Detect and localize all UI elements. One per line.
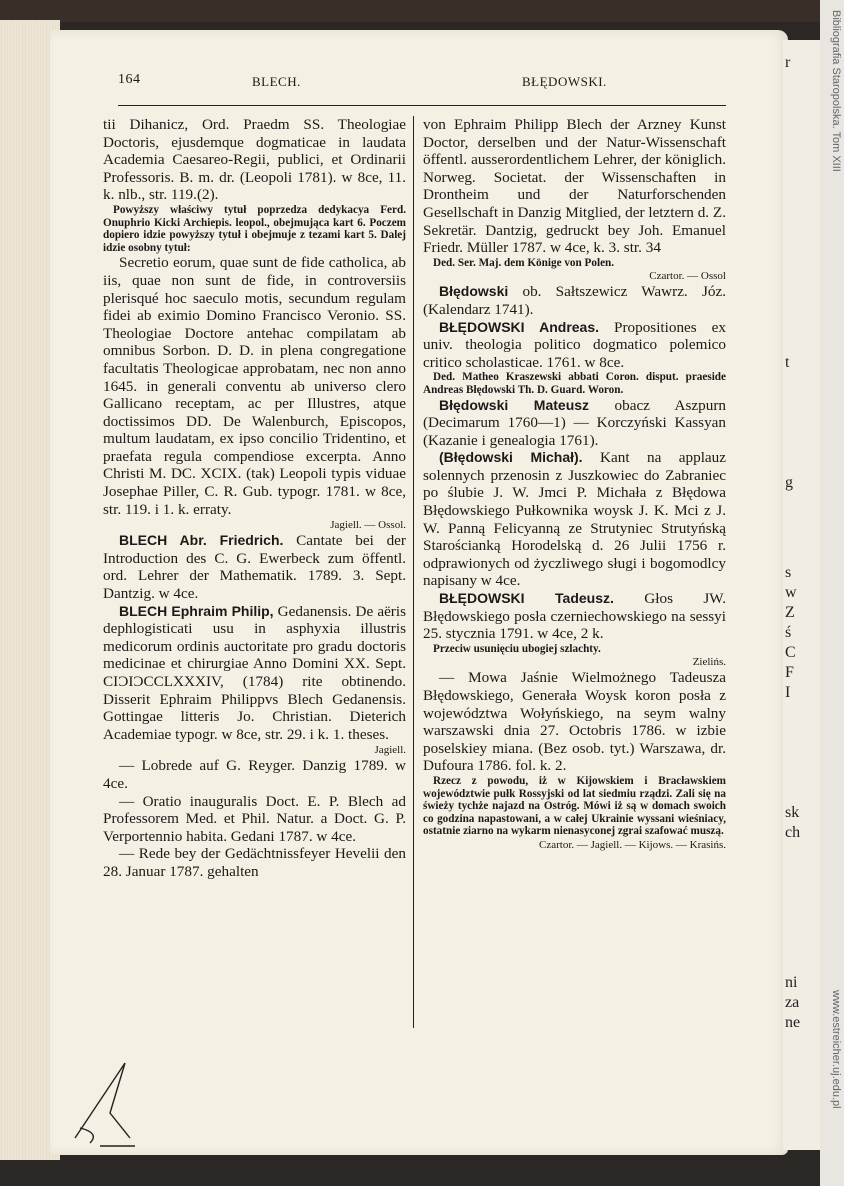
library-sigla: Jagiell.: [374, 744, 406, 757]
entry-note: Powyższy właściwy tytuł poprzedza dedykacya Ferd. Onuphrio Kicki Archiepis. leopol., obejmująca kart 6. Poczem dopiero idzie powyższy tytuł i obejmuje z tezami kart 5. Dalej idzie osobny tytuł:: [103, 203, 406, 254]
entry-headword: BLECH Abr. Friedrich.: [119, 532, 284, 549]
handwritten-signature: [70, 1058, 140, 1148]
entry-blech-ephraim: [103, 603, 406, 744]
facing-page-letter: sk: [785, 804, 800, 821]
facing-page-letter: I: [785, 684, 791, 701]
facing-page-letter: F: [785, 664, 794, 681]
facing-page-letter: ch: [785, 824, 801, 841]
entry-text: Gedanensis. De aëris dephlogisticati usu in asphyxia illustris medicorum ordinis auctoritate pro gradu doctoris medicinae et chirurgiae Anno Domini XX. Sept. CIƆIƆCCLXXXIV, (1784) rite obtinendo. Disserit Ephraim Philippvs Blech Gedanensis. Gottingae litteris Jo. Christian. Dieterich Academiae typogr. w 8ce, str. 29. i k. 1. theses.: [103, 602, 406, 743]
entry-bledowski-andreas: [423, 319, 726, 372]
library-sigla: Czartor. — Ossol: [649, 270, 726, 283]
facing-page-letter: ne: [785, 1014, 801, 1031]
entry-text: Kant na applauz solennych przenosin z Juszkowiec do Zabraniec po ślubie J. W. Jmci P. Michała z Błędowa Błędowskiego Pułkownika woysk J. K. Mci z J. W. Panną Felicyanną ze Strutyniec Strutyńską Starościanką Horodelską d. 26 Julii 1756 r. odprawionych od życzliwego sługi i bogomodlcy napisany w 4ce.: [423, 449, 726, 590]
header-rule: [118, 105, 726, 106]
entry-text: — Rede bey der Gedächtnissfeyer Hevelii den 28. Januar 1787. gehalten: [103, 845, 406, 880]
facing-page-letter: r: [785, 54, 791, 71]
entry-text: Głos JW. Błędowskiego posła czerniechowskiego na sessyi 25. stycznia 1791. w 4ce, 2 k.: [423, 590, 726, 643]
entry-headword: BŁĘDOWSKI Tadeusz.: [439, 590, 614, 607]
facing-page-letter: C: [785, 644, 796, 661]
entry-headword: BLECH Ephraim Philip,: [119, 602, 274, 619]
facing-page-letter: ni: [785, 974, 798, 991]
page-header: [118, 72, 728, 92]
entry-text: tii Dihanicz, Ord. Praedm SS. Theologiae Doctoris, ejusdemque dogmaticae in laudata Academia Caesareo-Regii, publici, et Ordinarii Professoris. B. m. dr. (Leopoli 1781). w 8ce, 11. k. nlb., str. 119.(2).: [103, 116, 406, 204]
column-separator: [413, 116, 414, 1028]
entry-text: obacz Aszpurn (Decimarum 1760—1) — Korczyński Kassyan (Kazanie i genealogia 1761).: [423, 396, 727, 449]
entry-headword: (Błędowski Michał).: [439, 449, 583, 466]
page-number: 164: [118, 72, 141, 87]
entry-text: — Oratio inauguralis Doct. E. P. Blech ad Professorem Med. et Phil. Natur. a Doct. G. P. Verportennio habita. Gedani 1787. w 4ce.: [103, 792, 406, 845]
right-column: [423, 116, 726, 852]
entry-note: Rzecz z powodu, iż w Kijowskiem i Bracławskiem województwie pułk Rossyjski od lat siedmiu rządzi. Zali się na świeży tychże najazd na Ostróg. Mówi iż są w domach swoich co godzina napastowani, a w całej Ukrainie wyssani wieśniacy, ostatnie ziarno na wykarm nienasyconej zgrai szafować muszą.: [423, 774, 726, 838]
entry-text: von Ephraim Philipp Blech der Arzney Kunst Doctor, derselben und der Natur-Wissenschaft öffentl. ausserordentlichem Lehrer, der königlich. Norweg. Societat. der Wissenschaften in Drontheim und der Naturforschenden Gesellschaft in Danzig Mitglied, der letztern d. Z. Sekretär. Dantzig, gedruckt bey Joh. Emanuel Friedr. Müller 1787. w 4ce, k. 3. str. 34: [423, 116, 726, 257]
entry-bledowski-michal: [423, 449, 726, 590]
entry-blech-abr: [103, 532, 406, 602]
entry-note: Przeciw usunięciu ubogiej szlachty.: [433, 642, 601, 655]
facing-page-letter: Z: [785, 604, 795, 621]
facing-page-letter: g: [785, 474, 793, 491]
facing-page-letter: ś: [785, 624, 792, 641]
library-sigla: Zielińs.: [692, 656, 726, 669]
entry-text: Propositiones ex univ. theologia politico dogmatico polemico critico scholasticae. 1761. w 8ce.: [423, 318, 727, 371]
entry-text: — Mowa Jaśnie Wielmożnego Tadeusza Błędowskiego, Generała Woysk koron posła z województwa Wołyńskiego, na seym walny warszawski dnia 27. Octobris 1786. w izbie poselskiey miana. (Bez osob. tyt.) Warszawa, dr. Dufoura 1786. fol. k. 2.: [423, 669, 726, 775]
sidebar-title: Bibliografia Staropolska. Tom XIII: [830, 10, 842, 172]
entry-bledowski: [423, 283, 726, 318]
entry-note: Ded. Matheo Kraszewski abbati Coron. disput. praeside Andreas Błędowski Th. D. Guard. Woron.: [423, 371, 726, 396]
facing-page-letter: s: [785, 564, 792, 581]
facing-page-letter: za: [785, 994, 800, 1011]
entry-headword: Błędowski Mateusz: [439, 396, 590, 413]
facing-page-letter: t: [785, 354, 790, 371]
entry-note: Ded. Ser. Maj. dem Könige von Polen.: [433, 256, 615, 269]
entry-text: ob. Sałtszewicz Wawrz. Józ. (Kalendarz 1741).: [423, 283, 726, 318]
entry-headword: BŁĘDOWSKI Andreas.: [439, 318, 600, 335]
running-head-left: BLECH.: [252, 74, 301, 89]
left-column: [103, 116, 406, 881]
viewer-sidebar: [820, 0, 844, 1186]
facing-page-letter: w: [785, 584, 797, 601]
running-head-right: BŁĘDOWSKI.: [522, 74, 607, 89]
entry-text: Cantate bei der Introduction des C. G. Ewerbeck zum öffentl. ord. Lehrer der Mathematik. 1789. 3. Sept. Dantzig. w 4ce.: [103, 532, 406, 603]
facing-page-fragment: [783, 40, 823, 1150]
library-sigla: Jagiell. — Ossol.: [330, 519, 406, 532]
entry-bledowski-mateusz: [423, 397, 726, 450]
entry-text: Secretio eorum, quae sunt de fide catholica, ab iis, quae non sunt de fide, in controversiis plerisqué hoc saeculo motis, secundum regulam fidei ab eximio Domino Francisco Veronio. SS. Theologiae Doctore antehac compilatam ab omnibus Sorbon. D. D. in plena congregatione facultatis Theologicae approbatam, nec non anno 1645. in generali conventu ab universo clero Gallicano receptam, ac per Illustres, atque doctissimos DD. De Walenburch, Episcopos, multum laudatam, ex ipso concilio Tridentino, et praefata regula compendiose excerpta. Anno Christi M. DC. XCIX. (tak) Leopoli typis viduae Josephae Piller, C. R. Gub. typogr. 1781. w 8ce, str. 119. i 1. k. erraty.: [103, 254, 406, 518]
sidebar-url[interactable]: www.estreicher.uj.edu.pl: [830, 990, 842, 1109]
library-sigla: Czartor. — Jagiell. — Kijows. — Krasińs.: [539, 838, 726, 851]
book-top-strip: [0, 0, 844, 22]
entry-bledowski-tadeusz: [423, 590, 726, 643]
entry-text: — Lobrede auf G. Reyger. Danzig 1789. w 4ce.: [103, 757, 406, 792]
entry-headword: Błędowski: [439, 283, 509, 300]
